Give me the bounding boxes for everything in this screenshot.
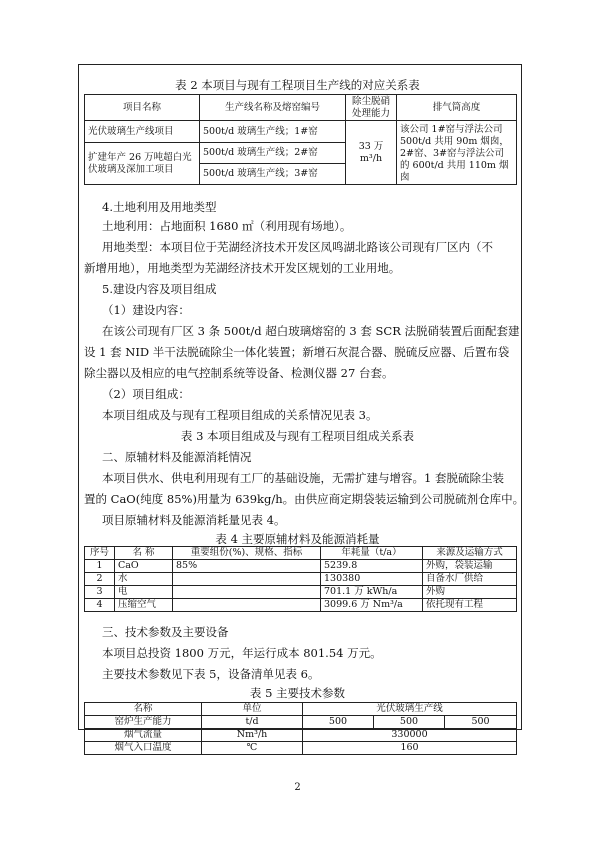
table5: [84, 702, 517, 755]
paragraph: 在该公司现有厂区 3 条 500t/d 超白玻璃熔窑的 3 套 SCR 法脱硝装置后面配套建: [102, 324, 520, 338]
table4-cell: 1: [85, 560, 115, 573]
table4-cell: 自备水厂供给: [423, 573, 517, 586]
paragraph: 本项目供水、供电利用现有工厂的基础设施，无需扩建与增容。1 套脱硫除尘装: [102, 471, 504, 485]
paragraph: 本项目总投资 1800 万元，年运行成本 801.54 万元。: [102, 646, 382, 660]
table4-cell: [173, 573, 321, 586]
paragraph: 主要技术参数见下表 5，设备清单见表 6。: [102, 667, 320, 681]
paragraph: 新增用地），用地类型为芜湖经济技术开发区规划的工业用地。: [84, 261, 401, 275]
paragraph: 置的 CaO(纯度 85%)用量为 639kg/h。由供应商定期袋装运输到公司脱硫剂仓库中。: [84, 492, 525, 506]
table2-cell: 光伏玻璃生产线项目: [85, 121, 200, 143]
table5-cell: ℃: [202, 742, 303, 755]
section-title: 三、技术参数及主要设备: [102, 625, 229, 639]
table2-cell: 该公司 1#窑与浮法公司 500t/d 共用 90m 烟囱，2#窑、3#窑与浮法公司的 600t/d 共用 110m 烟囱: [397, 121, 517, 185]
table4-cell: 3099.6 万 Nm³/a: [321, 599, 423, 612]
table-row: [85, 560, 517, 573]
table2-cell: 500t/d 玻璃生产线；3#窑: [200, 164, 346, 185]
table4-cell: 依托现有工程: [423, 599, 517, 612]
table4-cell: CaO: [115, 560, 173, 573]
table5-header: 名称: [85, 703, 202, 716]
table5-cell: 烟气入口温度: [85, 742, 202, 755]
table4-cell: 2: [85, 573, 115, 586]
subheading: （1）建设内容：: [102, 303, 190, 317]
table5-cell: 烟气流量: [85, 729, 202, 742]
table4-cell: 压缩空气: [115, 599, 173, 612]
table3-caption: 表 3 本项目组成及与现有工程项目组成关系表: [180, 429, 415, 443]
table2-header: 生产线名称及熔窑编号: [200, 95, 346, 121]
table4-cell: 130380: [321, 573, 423, 586]
table-row: [85, 729, 517, 742]
table4-header: 名 称: [115, 547, 173, 560]
table4: [84, 546, 517, 612]
table-row: [85, 716, 517, 729]
table5-caption: 表 5 主要技术参数: [249, 686, 346, 700]
table-row: [85, 586, 517, 599]
table4-cell: [173, 599, 321, 612]
table5-cell: t/d: [202, 716, 303, 729]
table5-header: 单位: [202, 703, 303, 716]
paragraph: 项目原辅材料及能源消耗量见表 4。: [102, 513, 286, 527]
table5-cell: 160: [303, 742, 517, 755]
table5-cell: Nm³/h: [202, 729, 303, 742]
table5-cell: 500: [445, 716, 517, 729]
table4-cell: 5239.8: [321, 560, 423, 573]
table4-header: 来源及运输方式: [423, 547, 517, 560]
table5-cell: 窑炉生产能力: [85, 716, 202, 729]
table2-cell: 500t/d 玻璃生产线；2#窑: [200, 143, 346, 164]
section5-title: 5.建设内容及项目组成: [102, 282, 217, 296]
table2: [84, 94, 517, 185]
table5-cell: 330000: [303, 729, 517, 742]
paragraph: 用地类型：本项目位于芜湖经济技术开发区凤鸣湖北路该公司现有厂区内（不: [102, 240, 493, 254]
table2-cell: 500t/d 玻璃生产线；1#窑: [200, 121, 346, 143]
paragraph: 土地利用：占地面积 1680 ㎡（利用现有场地）。: [102, 219, 352, 233]
section-title: 二、原辅材料及能源消耗情况: [102, 450, 252, 464]
table2-header: 排气筒高度: [397, 95, 517, 121]
table-row: [85, 742, 517, 755]
table4-cell: 4: [85, 599, 115, 612]
subheading: （2）项目组成：: [102, 387, 190, 401]
table2-cell: 33 万 m³/h: [346, 121, 397, 185]
table5-cell: 500: [303, 716, 374, 729]
table4-cell: 外购，袋装运输: [423, 560, 517, 573]
table-row: [85, 599, 517, 612]
paragraph: 本项目组成及与现有工程项目组成的关系情况见表 3。: [102, 408, 378, 422]
paragraph: 除尘器以及相应的电气控制系统等设备、检测仪器 27 台套。: [84, 366, 394, 380]
table2-header: 项目名称: [85, 95, 200, 121]
table4-cell: 701.1 万 kWh/a: [321, 586, 423, 599]
table4-header: 序号: [85, 547, 115, 560]
page-number: 2: [294, 782, 301, 793]
table-row: [85, 573, 517, 586]
table4-cell: 水: [115, 573, 173, 586]
table2-caption: 表 2 本项目与现有工程项目生产线的对应关系表: [175, 78, 420, 92]
table4-cell: [173, 586, 321, 599]
table4-header: 年耗量（t/a）: [321, 547, 423, 560]
table4-cell: 3: [85, 586, 115, 599]
table4-cell: 85%: [173, 560, 321, 573]
table4-cell: 电: [115, 586, 173, 599]
table5-cell: 500: [374, 716, 445, 729]
table4-caption: 表 4 主要原辅材料及能源消耗量: [215, 532, 380, 546]
table4-cell: 外购: [423, 586, 517, 599]
paragraph: 设 1 套 NID 半干法脱硫除尘一体化装置；新增石灰混合器、脱硫反应器、后置布袋: [84, 345, 510, 359]
table4-header: 重要组份(%)、规格、指标: [173, 547, 321, 560]
section4-title: 4.土地利用及用地类型: [102, 200, 217, 214]
table2-cell: 扩建年产 26 万吨超白光伏玻璃及深加工项目: [85, 143, 200, 185]
table5-header: 光伏玻璃生产线: [303, 703, 517, 716]
table2-header: 除尘脱硝处理能力: [346, 95, 397, 121]
